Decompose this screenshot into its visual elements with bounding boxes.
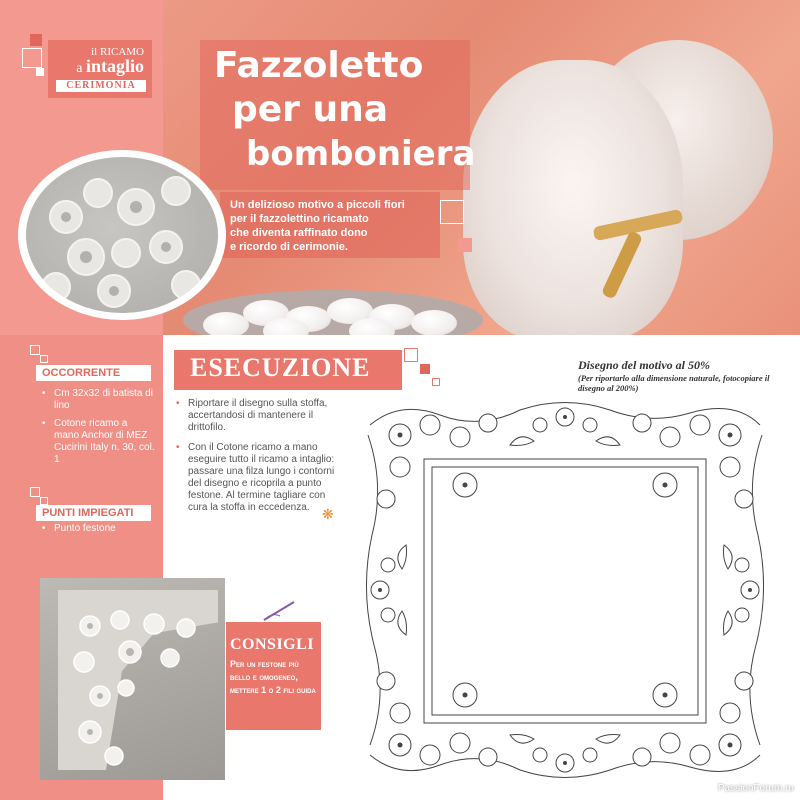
deco-square bbox=[432, 378, 440, 386]
page-title bbox=[214, 44, 475, 176]
deco-square bbox=[30, 34, 42, 46]
list-item: • Punto festone bbox=[40, 523, 155, 535]
title-line1: Fazzoletto bbox=[214, 45, 424, 86]
almond bbox=[203, 312, 249, 335]
star-icon: ❋ bbox=[322, 506, 334, 522]
lace-detail-drawing bbox=[26, 157, 218, 313]
logo-line3: CERIMONIA bbox=[56, 80, 146, 92]
list-item: • Con il Cotone ricamo a mano eseguire tutto il ricamo a intaglio: passare una filza lungo i contorni del disegno e ricoprila a punto festone. Al termine tagliare con cura la stoffa in eccedenza. bbox=[176, 442, 346, 514]
intro-line: Un delizioso motivo a piccoli fiori bbox=[230, 199, 405, 211]
intro-line: che diventa raffinato dono bbox=[230, 227, 368, 239]
title-line2: per una bbox=[232, 89, 389, 130]
intro-line: per il fazzolettino ricamato bbox=[230, 213, 369, 225]
deco-square bbox=[40, 355, 48, 363]
needle-icon bbox=[262, 600, 296, 622]
consigli-text: Per un festone più bello e omogeneo, mettere 1 o 2 fili guida bbox=[230, 659, 316, 695]
detail-photo bbox=[26, 157, 218, 313]
deco-square bbox=[30, 487, 40, 497]
motif-pattern-drawing bbox=[360, 395, 770, 785]
logo-line2-b: intaglio bbox=[85, 56, 144, 76]
list-item: • Riportare il disegno sulla stoffa, accertandosi di mantenere il drittofilo. bbox=[176, 398, 346, 434]
motif-title: Disegno del motivo al 50% bbox=[578, 358, 710, 372]
deco-square bbox=[22, 48, 42, 68]
occorrente-list bbox=[40, 388, 155, 472]
corner-lace-drawing bbox=[70, 606, 210, 766]
almond bbox=[411, 310, 457, 335]
deco-square bbox=[36, 68, 44, 76]
consigli-title: CONSIGLI bbox=[230, 636, 315, 653]
deco-square bbox=[40, 497, 48, 505]
punti-list bbox=[40, 523, 155, 541]
hero-fabric bbox=[463, 60, 683, 335]
esecuzione-steps bbox=[176, 398, 346, 522]
motif-subtitle: (Per riportarlo alla dimensione naturale, fotocopiare il disegno al 200%) bbox=[578, 373, 770, 393]
list-item: • Cm 32x32 di batista di lino bbox=[40, 388, 155, 412]
watermark: PassionForum.ru bbox=[717, 783, 794, 794]
deco-square bbox=[420, 364, 430, 374]
logo-line1: il RICAMO bbox=[91, 46, 144, 58]
magazine-logo bbox=[48, 40, 152, 98]
intro-text bbox=[230, 198, 450, 254]
logo-line2 bbox=[48, 58, 144, 77]
esecuzione-title: ESECUZIONE bbox=[190, 353, 371, 382]
deco-square bbox=[404, 348, 418, 362]
deco-square bbox=[30, 345, 40, 355]
intro-line: e ricordo di cerimonie. bbox=[230, 241, 348, 253]
occorrente-label: OCCORRENTE bbox=[36, 365, 151, 381]
punti-label: PUNTI IMPIEGATI bbox=[36, 505, 151, 521]
list-item: • Cotone ricamo a mano Anchor di MEZ Cucirini Italy n. 30, col. 1 bbox=[40, 418, 155, 466]
deco-square bbox=[458, 238, 472, 252]
logo-line2-a: a bbox=[76, 61, 83, 76]
title-line3: bomboniera bbox=[246, 134, 476, 174]
